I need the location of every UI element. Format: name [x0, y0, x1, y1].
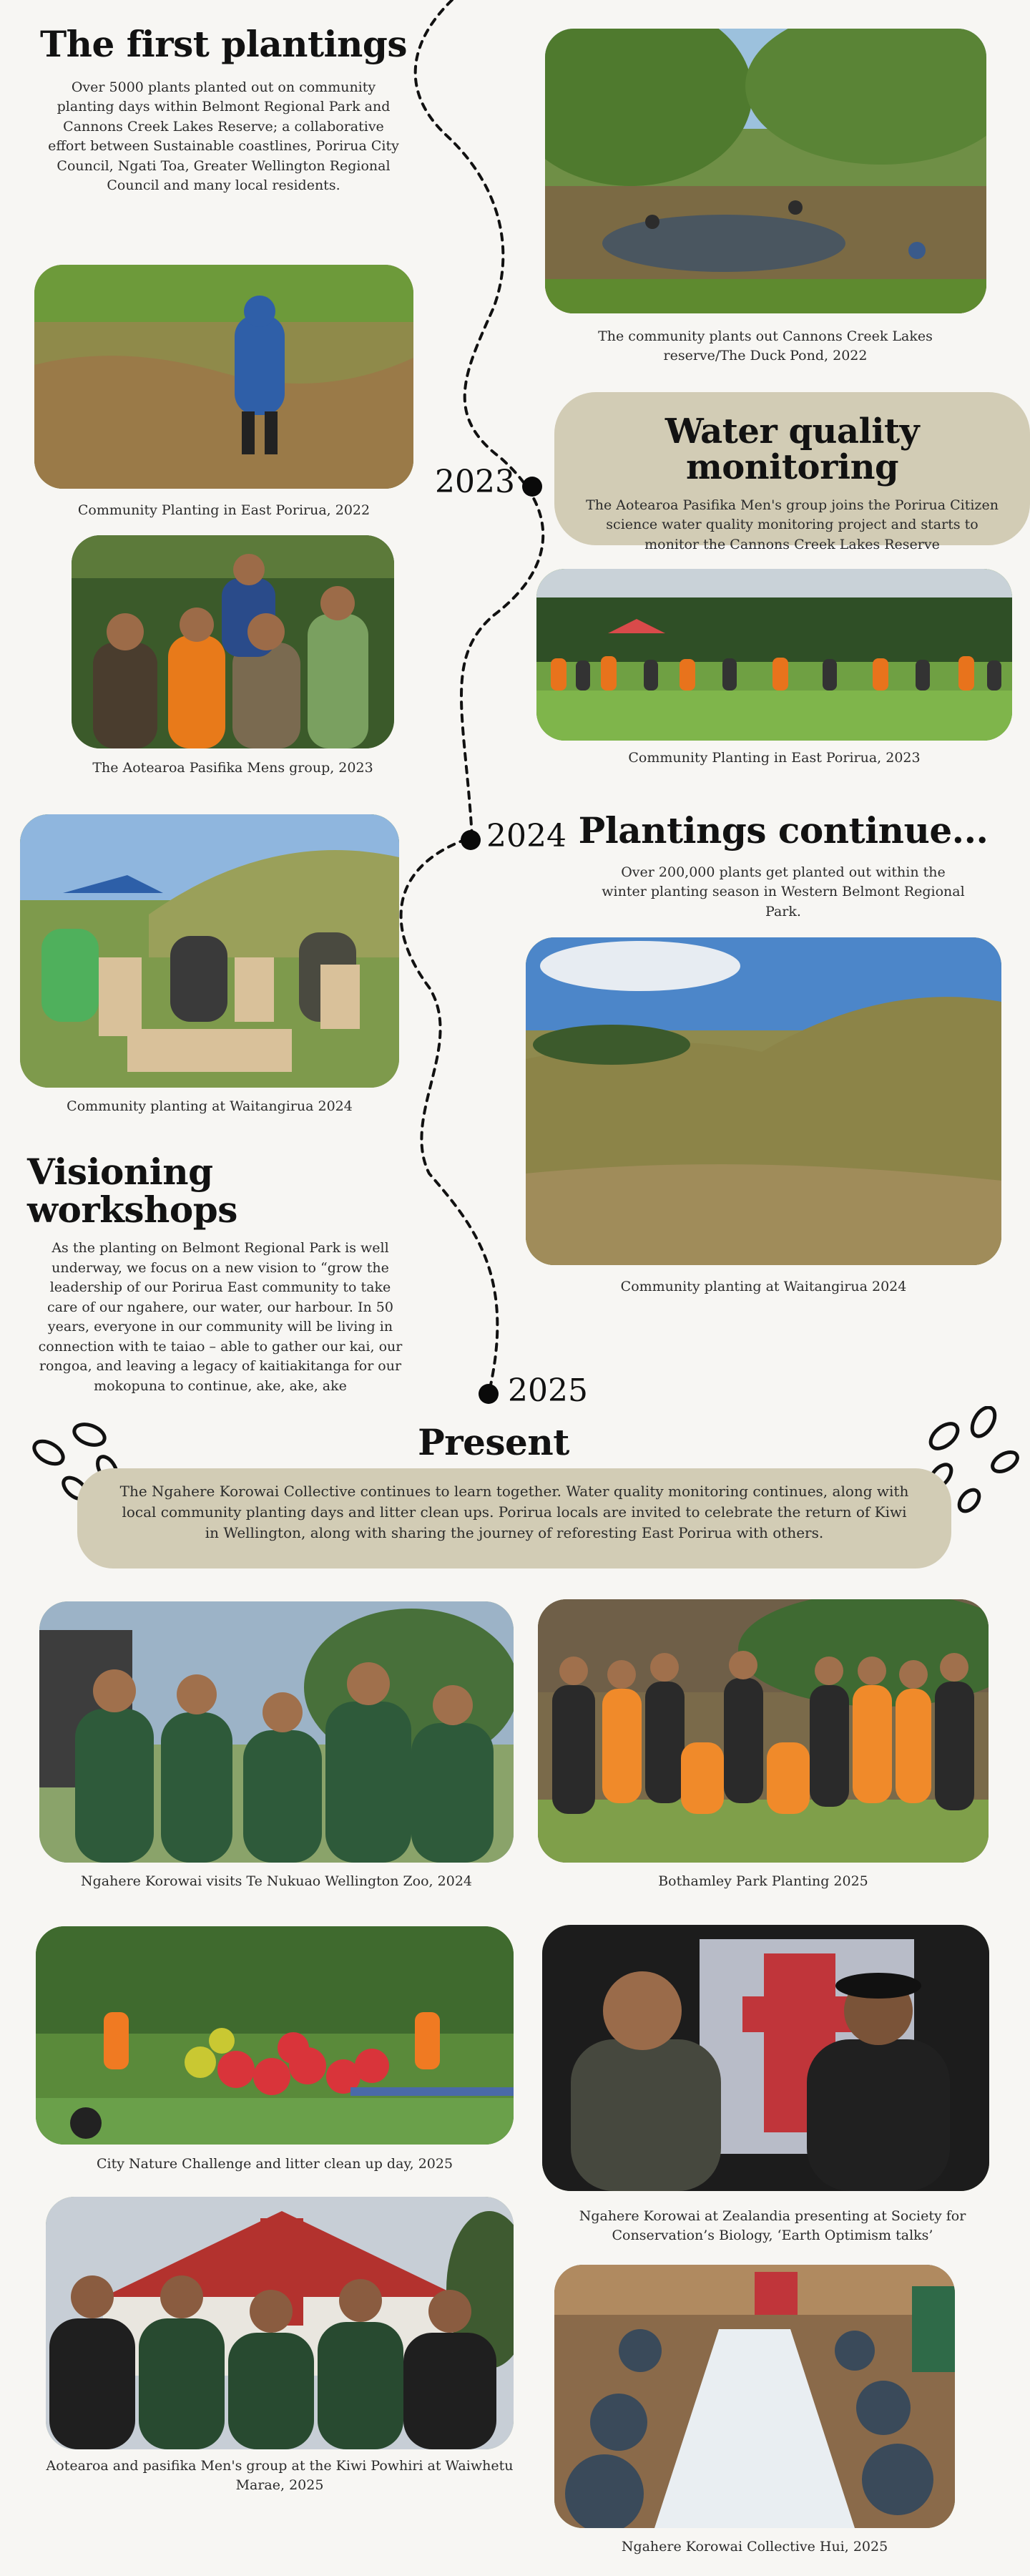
photo-cannons-creek	[545, 29, 986, 313]
photo-caption: Community planting at Waitangirua 2024	[620, 1279, 907, 1294]
section-plantings-continue	[569, 809, 998, 922]
photo-east-porirua-2022	[34, 265, 413, 489]
photo-city-nature	[36, 1926, 514, 2145]
section-body: Over 200,000 plants get planted out within the winter planting season in Western Belmont Regional Park.	[602, 864, 965, 919]
photo-caption: Bothamley Park Planting 2025	[658, 1873, 868, 1889]
present-pill	[77, 1468, 951, 1568]
section-title: Water quality monitoring	[664, 411, 920, 488]
photo-waitangirua-right	[526, 937, 1001, 1265]
photo-caption: City Nature Challenge and litter clean up day, 2025	[96, 2156, 453, 2172]
section-visioning	[20, 1153, 421, 1396]
section-body: The Aotearoa Pasifika Men's group joins the Porirua Citizen science water quality monitoring project and starts to monitor the Cannons Creek Lakes Reserve	[586, 497, 999, 552]
timeline-year-2024: 2024	[486, 818, 566, 854]
photo-caption: Community Planting in East Porirua, 2023	[628, 750, 921, 766]
timeline-dot-2024	[461, 830, 481, 850]
timeline-dot-2023	[522, 477, 542, 497]
photo-mens-group-2023	[72, 535, 394, 748]
photo-east-porirua-2023	[536, 569, 1012, 741]
photo-caption: The Aotearoa Pasifika Mens group, 2023	[92, 760, 373, 776]
photo-zealandia	[542, 1925, 989, 2191]
section-body: Over 5000 plants planted out on community planting days within Belmont Regional Park and Cannons Creek Lakes Reserve; a collaborative effort between Sustainable coastlines, Porirua City Council, Ngati Toa, Greater Wellington Regional Council and many local residents.	[48, 79, 399, 194]
section-first-plantings	[29, 23, 418, 196]
photo-caption: Ngahere Korowai visits Te Nukuao Wellington Zoo, 2024	[81, 1873, 472, 1889]
present-body: The Ngahere Korowai Collective continues to learn together. Water quality monitoring continues, along with local community planting days and litter clean ups. Porirua locals are invited to celebrate the return of Kiwi in Wellington, along with sharing the journey of reforesting East Porirua with others.	[119, 1483, 909, 1541]
section-water-quality	[554, 392, 1030, 552]
photo-zoo	[39, 1601, 514, 1863]
timeline-year-2023: 2023	[435, 464, 515, 500]
photo-caption: Community Planting in East Porirua, 2022	[77, 502, 371, 518]
section-title: The first plantings	[39, 23, 408, 65]
photo-caption: Community planting at Waitangirua 2024	[67, 1098, 353, 1114]
photo-kiwi-powhiri	[46, 2197, 514, 2449]
timeline-dot-2025	[479, 1384, 499, 1404]
photo-caption: Aotearoa and pasifika Men's group at the Kiwi Powhiri at Waiwhetu Marae, 2025	[46, 2458, 514, 2493]
section-body: As the planting on Belmont Regional Park is well underway, we focus on a new vision to “grow the leadership of our Porirua East community to take care of our ngahere, our water, our harbour. In 50 years, everyone in our community will be living in connection with te taiao – able to gather our kai, our rongoa, and leaving a legacy of kaitiakitanga for our mokopuna to continue, ake, ake, ake	[38, 1240, 403, 1394]
section-title: Visioning workshops	[27, 1151, 237, 1231]
present-title: Present	[418, 1421, 569, 1463]
photo-bothamley	[538, 1599, 989, 1863]
photo-caption: The community plants out Cannons Creek Lakes reserve/The Duck Pond, 2022	[598, 328, 933, 364]
photo-waitangirua-left	[20, 814, 399, 1088]
section-title: Plantings continue...	[578, 809, 989, 852]
photo-caption: Ngahere Korowai at Zealandia presenting at Society for Conservation’s Biology, ‘Earth Optimism talks’	[579, 2208, 966, 2243]
timeline-year-2025: 2025	[508, 1372, 588, 1409]
photo-hui	[554, 2265, 955, 2528]
photo-caption: Ngahere Korowai Collective Hui, 2025	[621, 2539, 888, 2555]
